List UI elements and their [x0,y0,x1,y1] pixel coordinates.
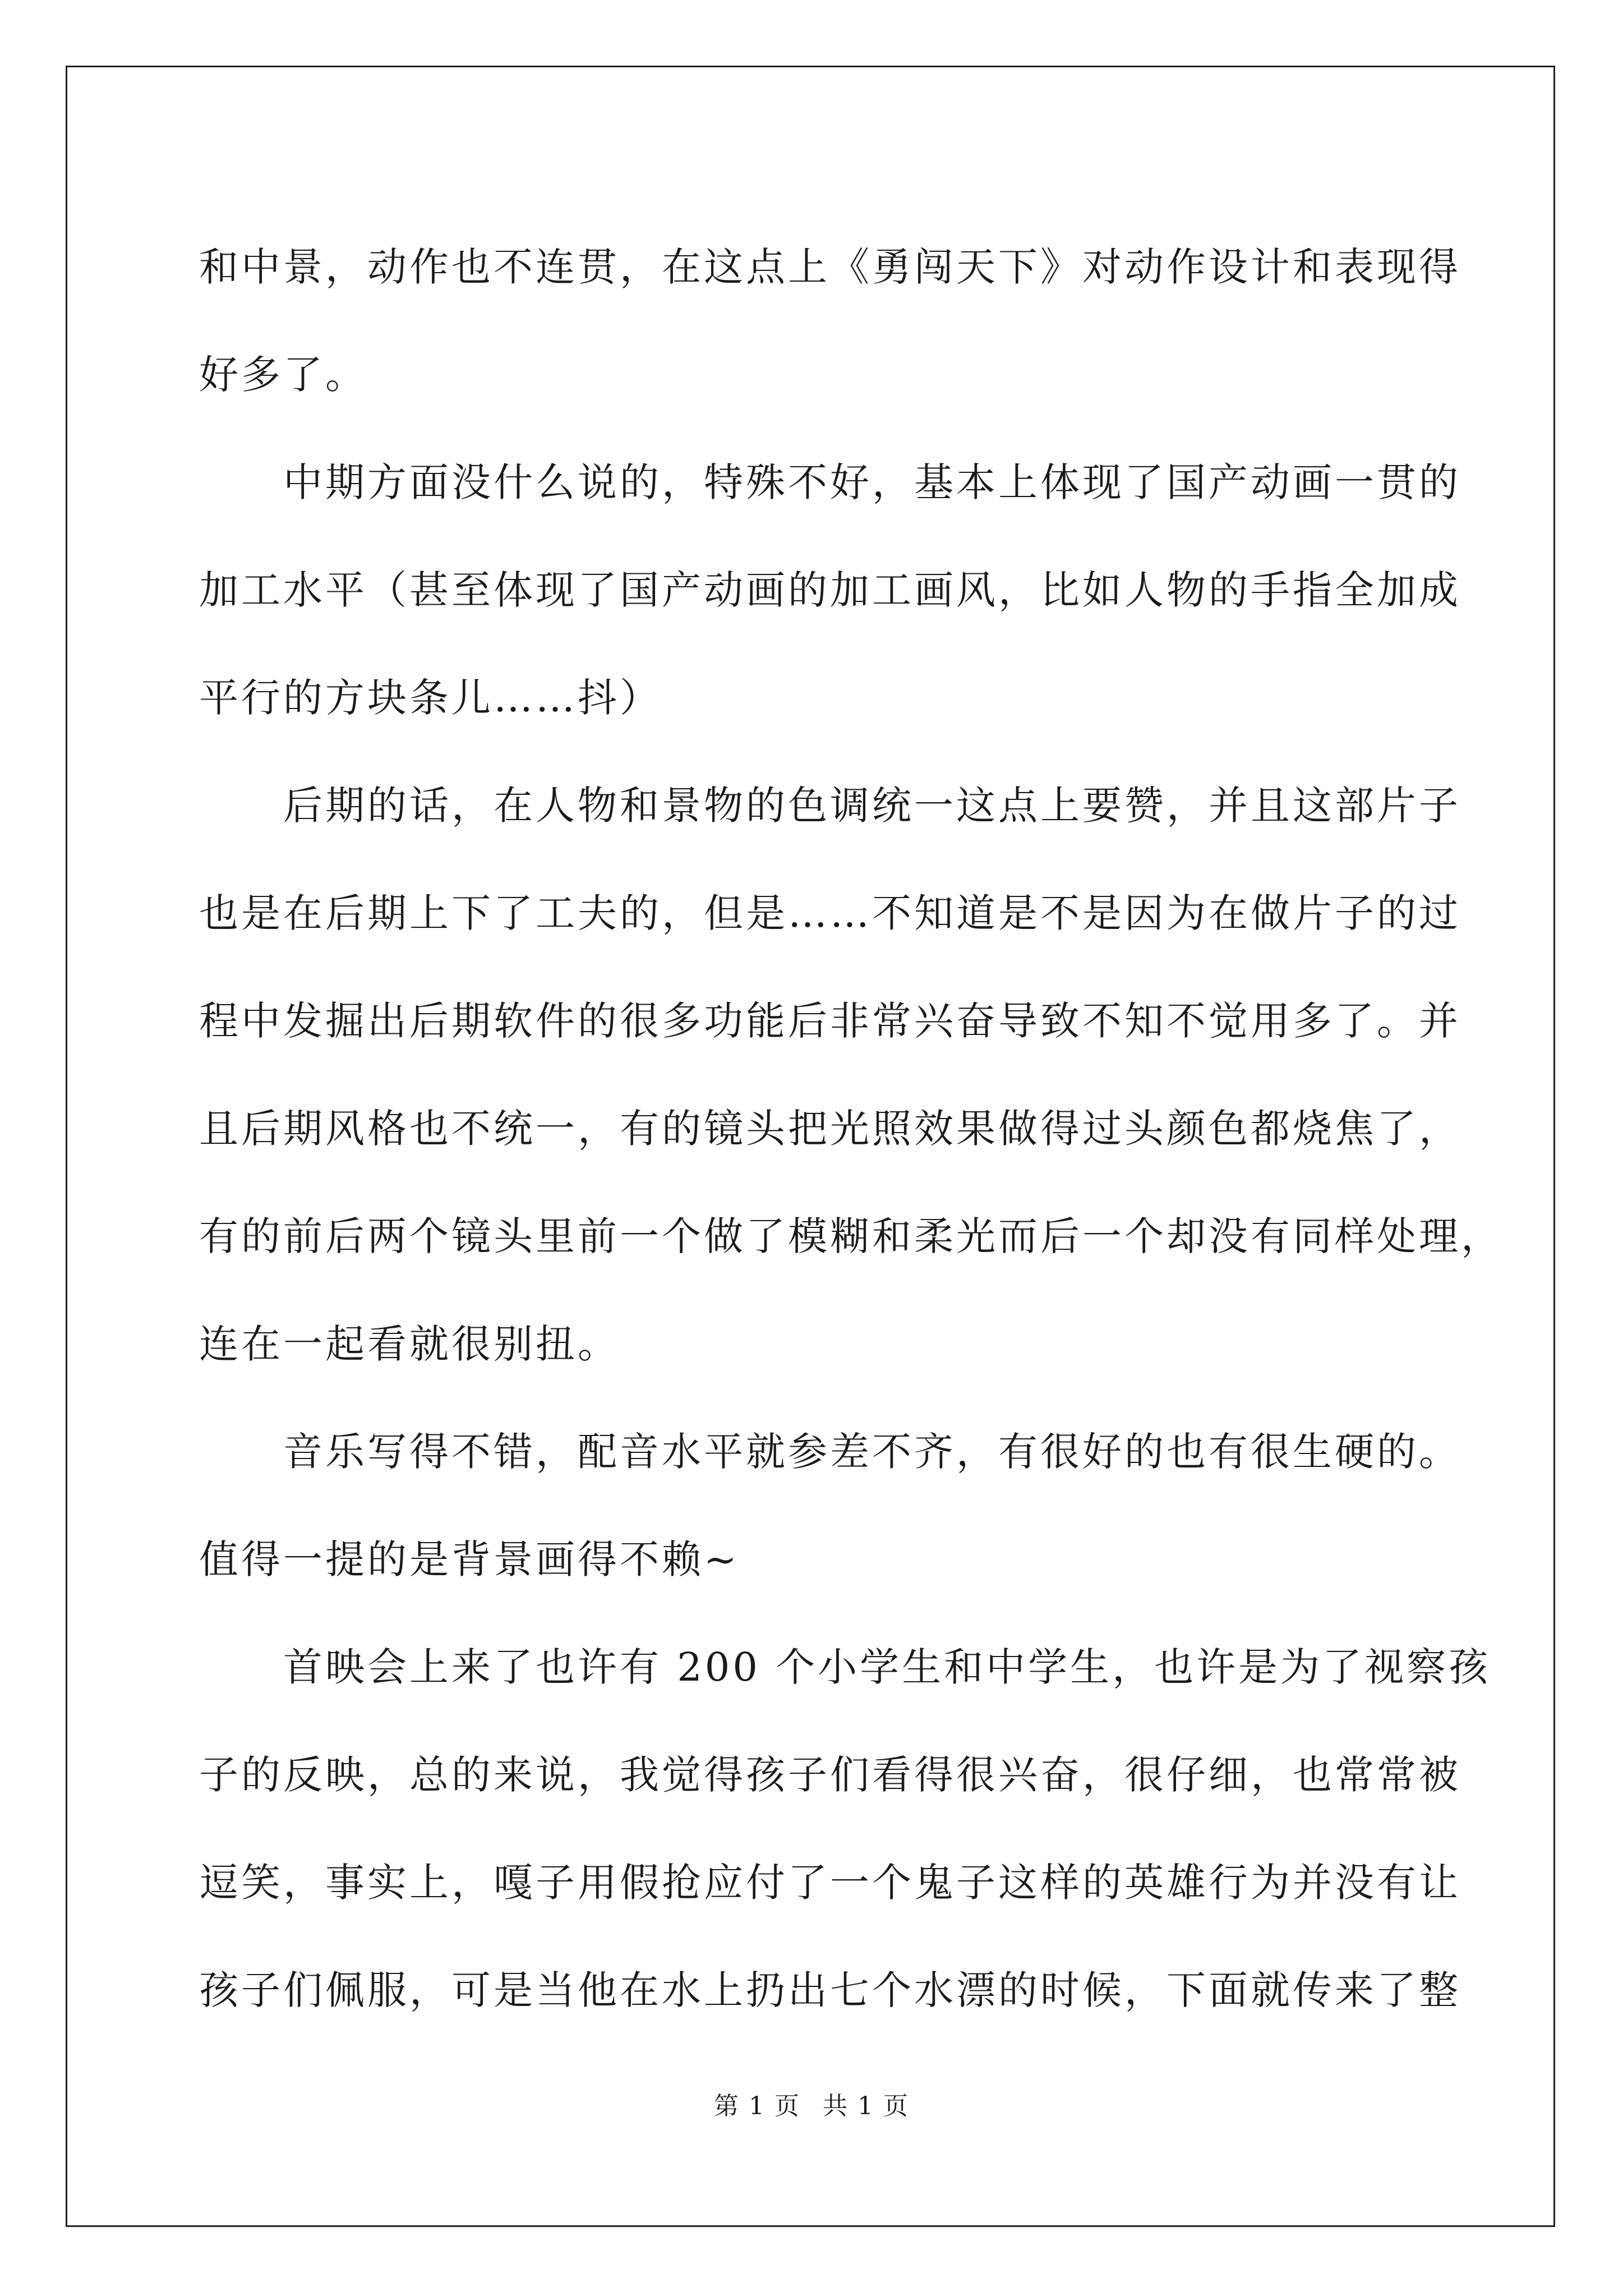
text-line: 逗笑，事实上，嘎子用假抢应付了一个鬼子这样的英雄行为并没有让 [199,1860,1461,1906]
text-line: 值得一提的是背景画得不赖~ [199,1536,740,1582]
text-line: 音乐写得不错，配音水平就参差不齐，有很好的也有很生硬的。 [283,1429,1461,1475]
page-footer [0,2090,1623,2123]
text-line: 也是在后期上下了工夫的，但是……不知道是不是因为在做片子的过 [199,890,1461,936]
page-total: 共 1 页 [823,2092,909,2120]
text-line: 平行的方块条儿……抖） [199,675,662,721]
document-body [199,213,1503,2044]
text-line: 有的前后两个镜头里前一个做了模糊和柔光而后一个却没有同样处理， [199,1213,1503,1259]
page-number: 第 1 页 [714,2092,800,2120]
text-line: 好多了。 [199,352,367,398]
text-line: 连在一起看就很别扭。 [199,1321,620,1367]
text-line: 和中景，动作也不连贯，在这点上《勇闯天下》对动作设计和表现得 [199,244,1461,290]
text-line: 孩子们佩服，可是当他在水上扔出七个水漂的时候，下面就传来了整 [199,1967,1461,2013]
text-line: 中期方面没什么说的，特殊不好，基本上体现了国产动画一贯的 [283,459,1461,505]
text-line: 程中发掘出后期软件的很多功能后非常兴奋导致不知不觉用多了。并 [199,998,1461,1044]
text-line: 且后期风格也不统一，有的镜头把光照效果做得过头颜色都烧焦了， [199,1106,1461,1152]
text-line: 子的反映，总的来说，我觉得孩子们看得很兴奋，很仔细，也常常被 [199,1752,1461,1798]
text-line: 加工水平（甚至体现了国产动画的加工画风，比如人物的手指全加成 [199,567,1461,613]
text-line: 首映会上来了也许有 200 个小学生和中学生，也许是为了视察孩 [283,1644,1491,1690]
text-line: 后期的话，在人物和景物的色调统一这点上要赞，并且这部片子 [283,783,1461,829]
